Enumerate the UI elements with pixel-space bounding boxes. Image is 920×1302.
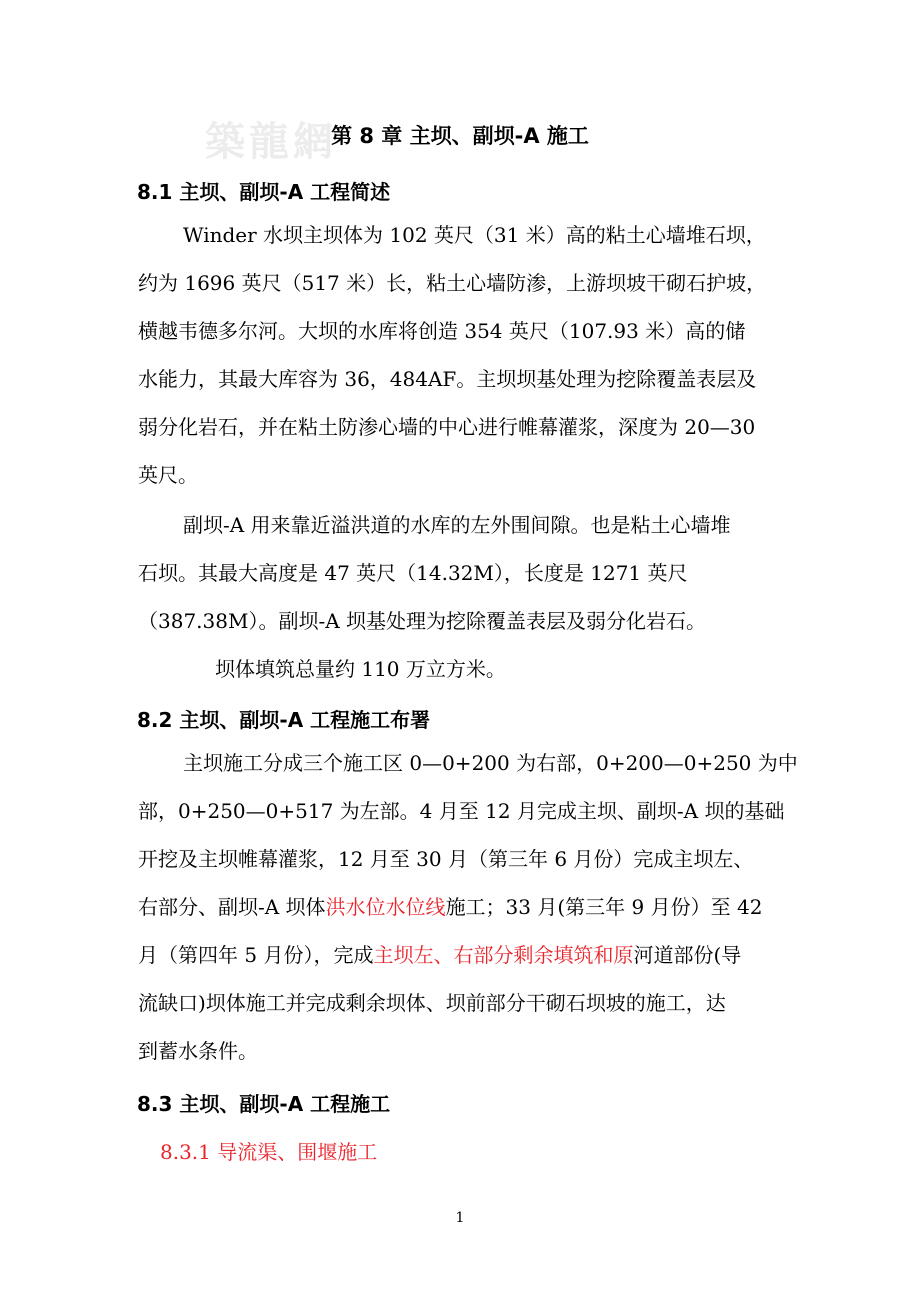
paragraph-line (138, 894, 762, 920)
chapter-title: 第 8 章 主坝、副坝-A 施工 (331, 124, 589, 148)
section-heading-8-3: 8.3 主坝、副坝-A 工程施工 (137, 1092, 391, 1116)
paragraph-line: 开挖及主坝帷幕灌浆，12 月至 30 月（第三年 6 月份）完成主坝左、 (138, 847, 754, 871)
section-heading-8-1: 8.1 主坝、副坝-A 工程简述 (137, 180, 391, 204)
watermark-logo: 築龍網 (205, 119, 337, 165)
highlighted-text: 主坝左、右部分剩余填筑和原 (373, 943, 634, 967)
paragraph-line: 部，0+250—0+517 为左部。4 月至 12 月完成主坝、副坝-A 坝的基础 (138, 799, 785, 823)
text-run: 河道部份(导 (633, 943, 742, 967)
paragraph-line: 约为 1696 英尺（517 米）长，粘土心墙防渗，上游坝坡干砌石护坡， (138, 271, 767, 295)
paragraph-line: 到蓄水条件。 (138, 1039, 258, 1063)
paragraph-line: 石坝。其最大高度是 47 英尺（14.32M），长度是 1271 英尺 (138, 561, 688, 585)
paragraph-line: 副坝-A 用来靠近溢洪道的水库的左外围间隙。也是粘土心墙堆 (183, 513, 731, 537)
text-run: 施工；33 月(第三年 9 月份）至 42 (445, 895, 763, 919)
paragraph-line: 水能力，其最大库容为 36，484AF。主坝坝基处理为挖除覆盖表层及 (138, 367, 757, 391)
paragraph-line: （387.38M）。副坝-A 坝基处理为挖除覆盖表层及弱分化岩石。 (138, 609, 707, 633)
paragraph-line: 弱分化岩石，并在粘土防渗心墙的中心进行帷幕灌浆，深度为 20—30 (138, 415, 756, 439)
paragraph-line (138, 942, 741, 968)
paragraph-line: 坝体填筑总量约 110 万立方米。 (215, 657, 506, 681)
section-heading-8-2: 8.2 主坝、副坝-A 工程施工布署 (137, 708, 431, 732)
paragraph-line: 横越韦德多尔河。大坝的水库将创造 354 英尺（107.93 米）高的储 (138, 319, 746, 343)
paragraph-line: Winder 水坝主坝体为 102 英尺（31 米）高的粘土心墙堆石坝， (183, 223, 766, 247)
highlighted-text: 洪水位水位线 (325, 895, 446, 919)
text-run: 月（第四年 5 月份），完成 (138, 943, 374, 967)
paragraph-line: 流缺口)坝体施工并完成剩余坝体、坝前部分干砌石坝坡的施工，达 (138, 991, 726, 1015)
subsection-heading-8-3-1: 8.3.1 导流渠、围堰施工 (160, 1140, 378, 1164)
paragraph-line: 英尺。 (138, 463, 198, 487)
text-run: 右部分、副坝-A 坝体 (138, 895, 326, 919)
page-number: 1 (455, 1210, 465, 1226)
paragraph-line: 主坝施工分成三个施工区 0—0+200 为右部，0+200—0+250 为中 (183, 751, 798, 775)
